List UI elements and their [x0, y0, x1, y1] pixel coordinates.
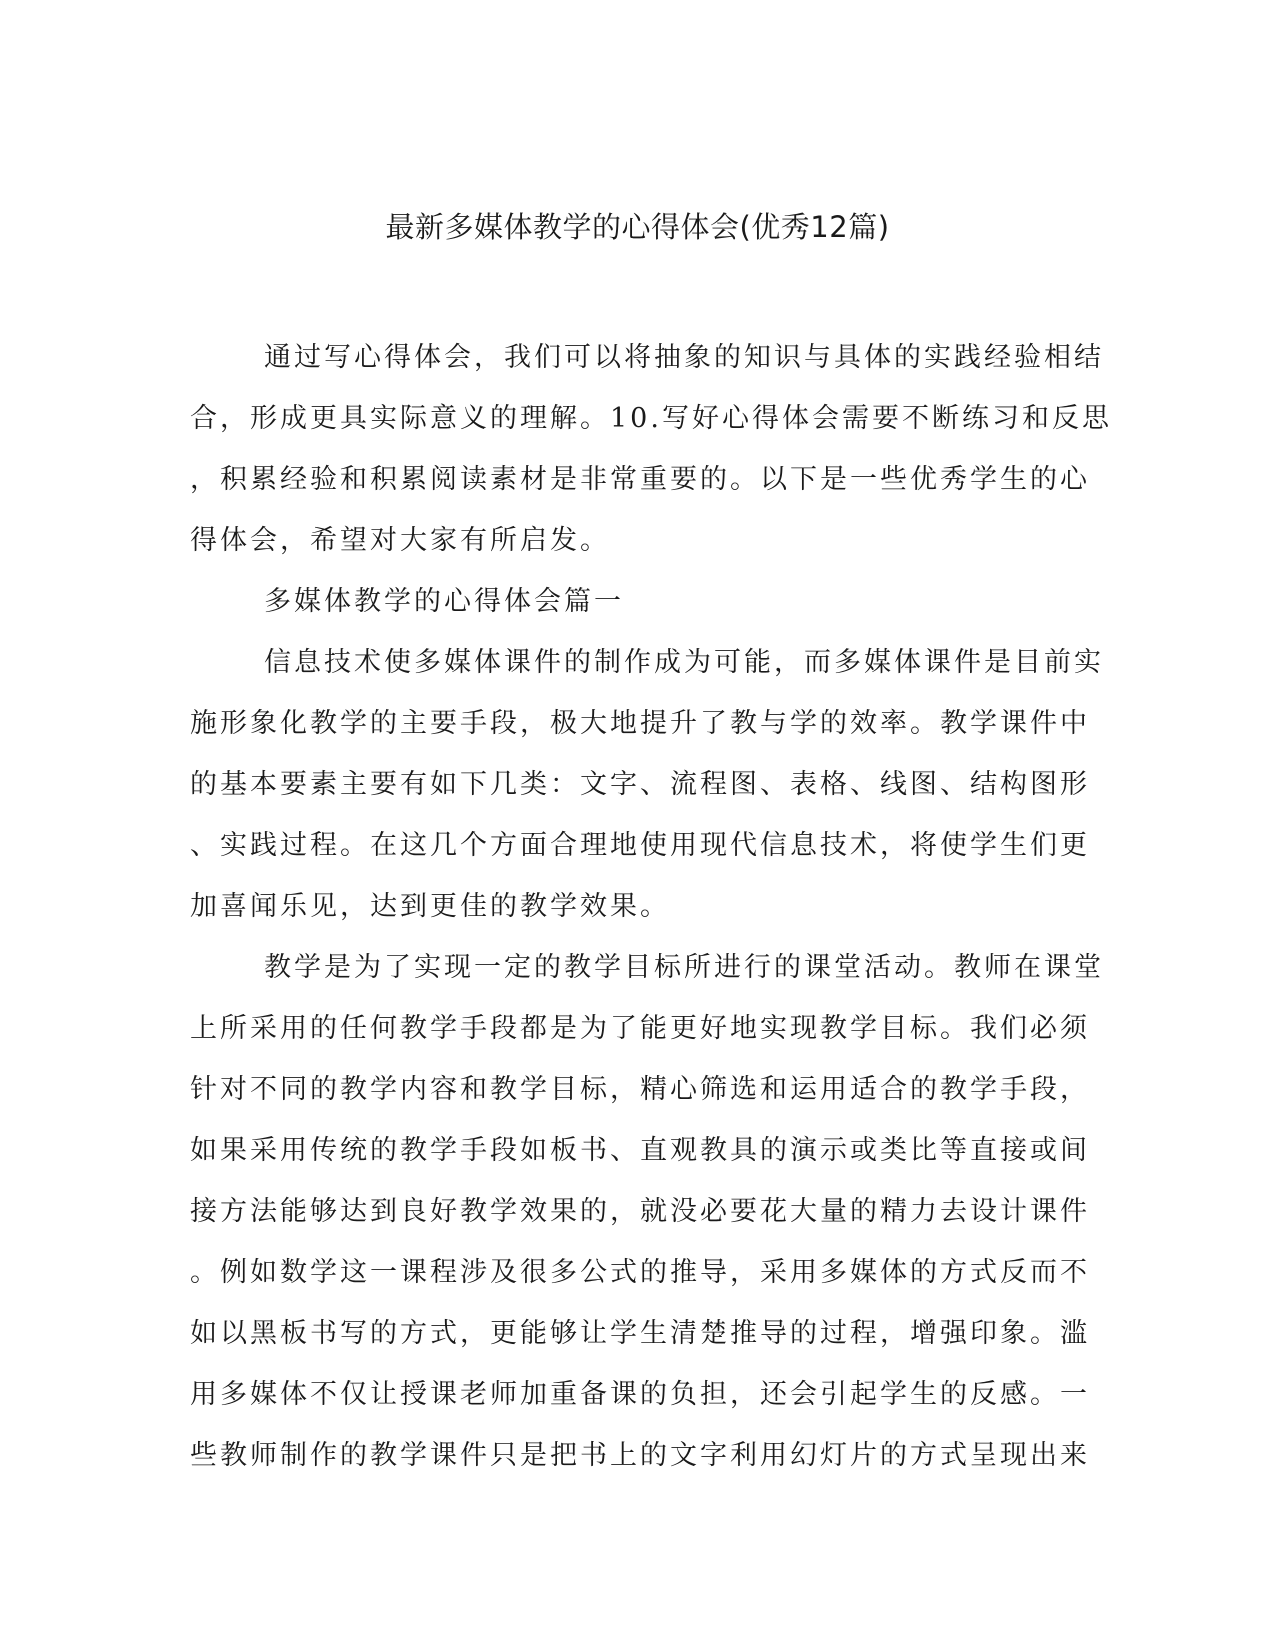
- body-line: 些教师制作的教学课件只是把书上的文字利用幻灯片的方式呈现出来: [190, 1440, 1090, 1471]
- body-line: 如以黑板书写的方式，更能够让学生清楚推导的过程，增强印象。滥: [190, 1318, 1090, 1349]
- body-line: 用多媒体不仅让授课老师加重备课的负担，还会引起学生的反感。一: [190, 1379, 1090, 1410]
- body-line: 。例如数学这一课程涉及很多公式的推导，采用多媒体的方式反而不: [190, 1257, 1090, 1288]
- body-line: 加喜闻乐见，达到更佳的教学效果。: [190, 891, 670, 922]
- body-line: 多媒体教学的心得体会篇一: [264, 586, 624, 617]
- body-line: 如果采用传统的教学手段如板书、直观教具的演示或类比等直接或间: [190, 1135, 1090, 1166]
- body-line: 的基本要素主要有如下几类：文字、流程图、表格、线图、结构图形: [190, 769, 1090, 800]
- body-line: 上所采用的任何教学手段都是为了能更好地实现教学目标。我们必须: [190, 1013, 1090, 1044]
- body-line: 合，形成更具实际意义的理解。10.写好心得体会需要不断练习和反思: [190, 403, 1112, 434]
- body-line: 针对不同的教学内容和教学目标，精心筛选和运用适合的教学手段，: [190, 1074, 1090, 1105]
- body-line: 通过写心得体会，我们可以将抽象的知识与具体的实践经验相结: [264, 342, 1104, 373]
- document-title: 最新多媒体教学的心得体会(优秀12篇): [385, 210, 890, 244]
- body-line: 教学是为了实现一定的教学目标所进行的课堂活动。教师在课堂: [264, 952, 1104, 983]
- document-body: [190, 327, 1112, 1486]
- body-line: 、实践过程。在这几个方面合理地使用现代信息技术，将使学生们更: [190, 830, 1090, 861]
- body-line: ，积累经验和积累阅读素材是非常重要的。以下是一些优秀学生的心: [190, 464, 1090, 495]
- body-line: 接方法能够达到良好教学效果的，就没必要花大量的精力去设计课件: [190, 1196, 1090, 1227]
- body-line: 施形象化教学的主要手段，极大地提升了教与学的效率。教学课件中: [190, 708, 1090, 739]
- body-line: 信息技术使多媒体课件的制作成为可能，而多媒体课件是目前实: [264, 647, 1104, 678]
- body-line: 得体会，希望对大家有所启发。: [190, 525, 610, 556]
